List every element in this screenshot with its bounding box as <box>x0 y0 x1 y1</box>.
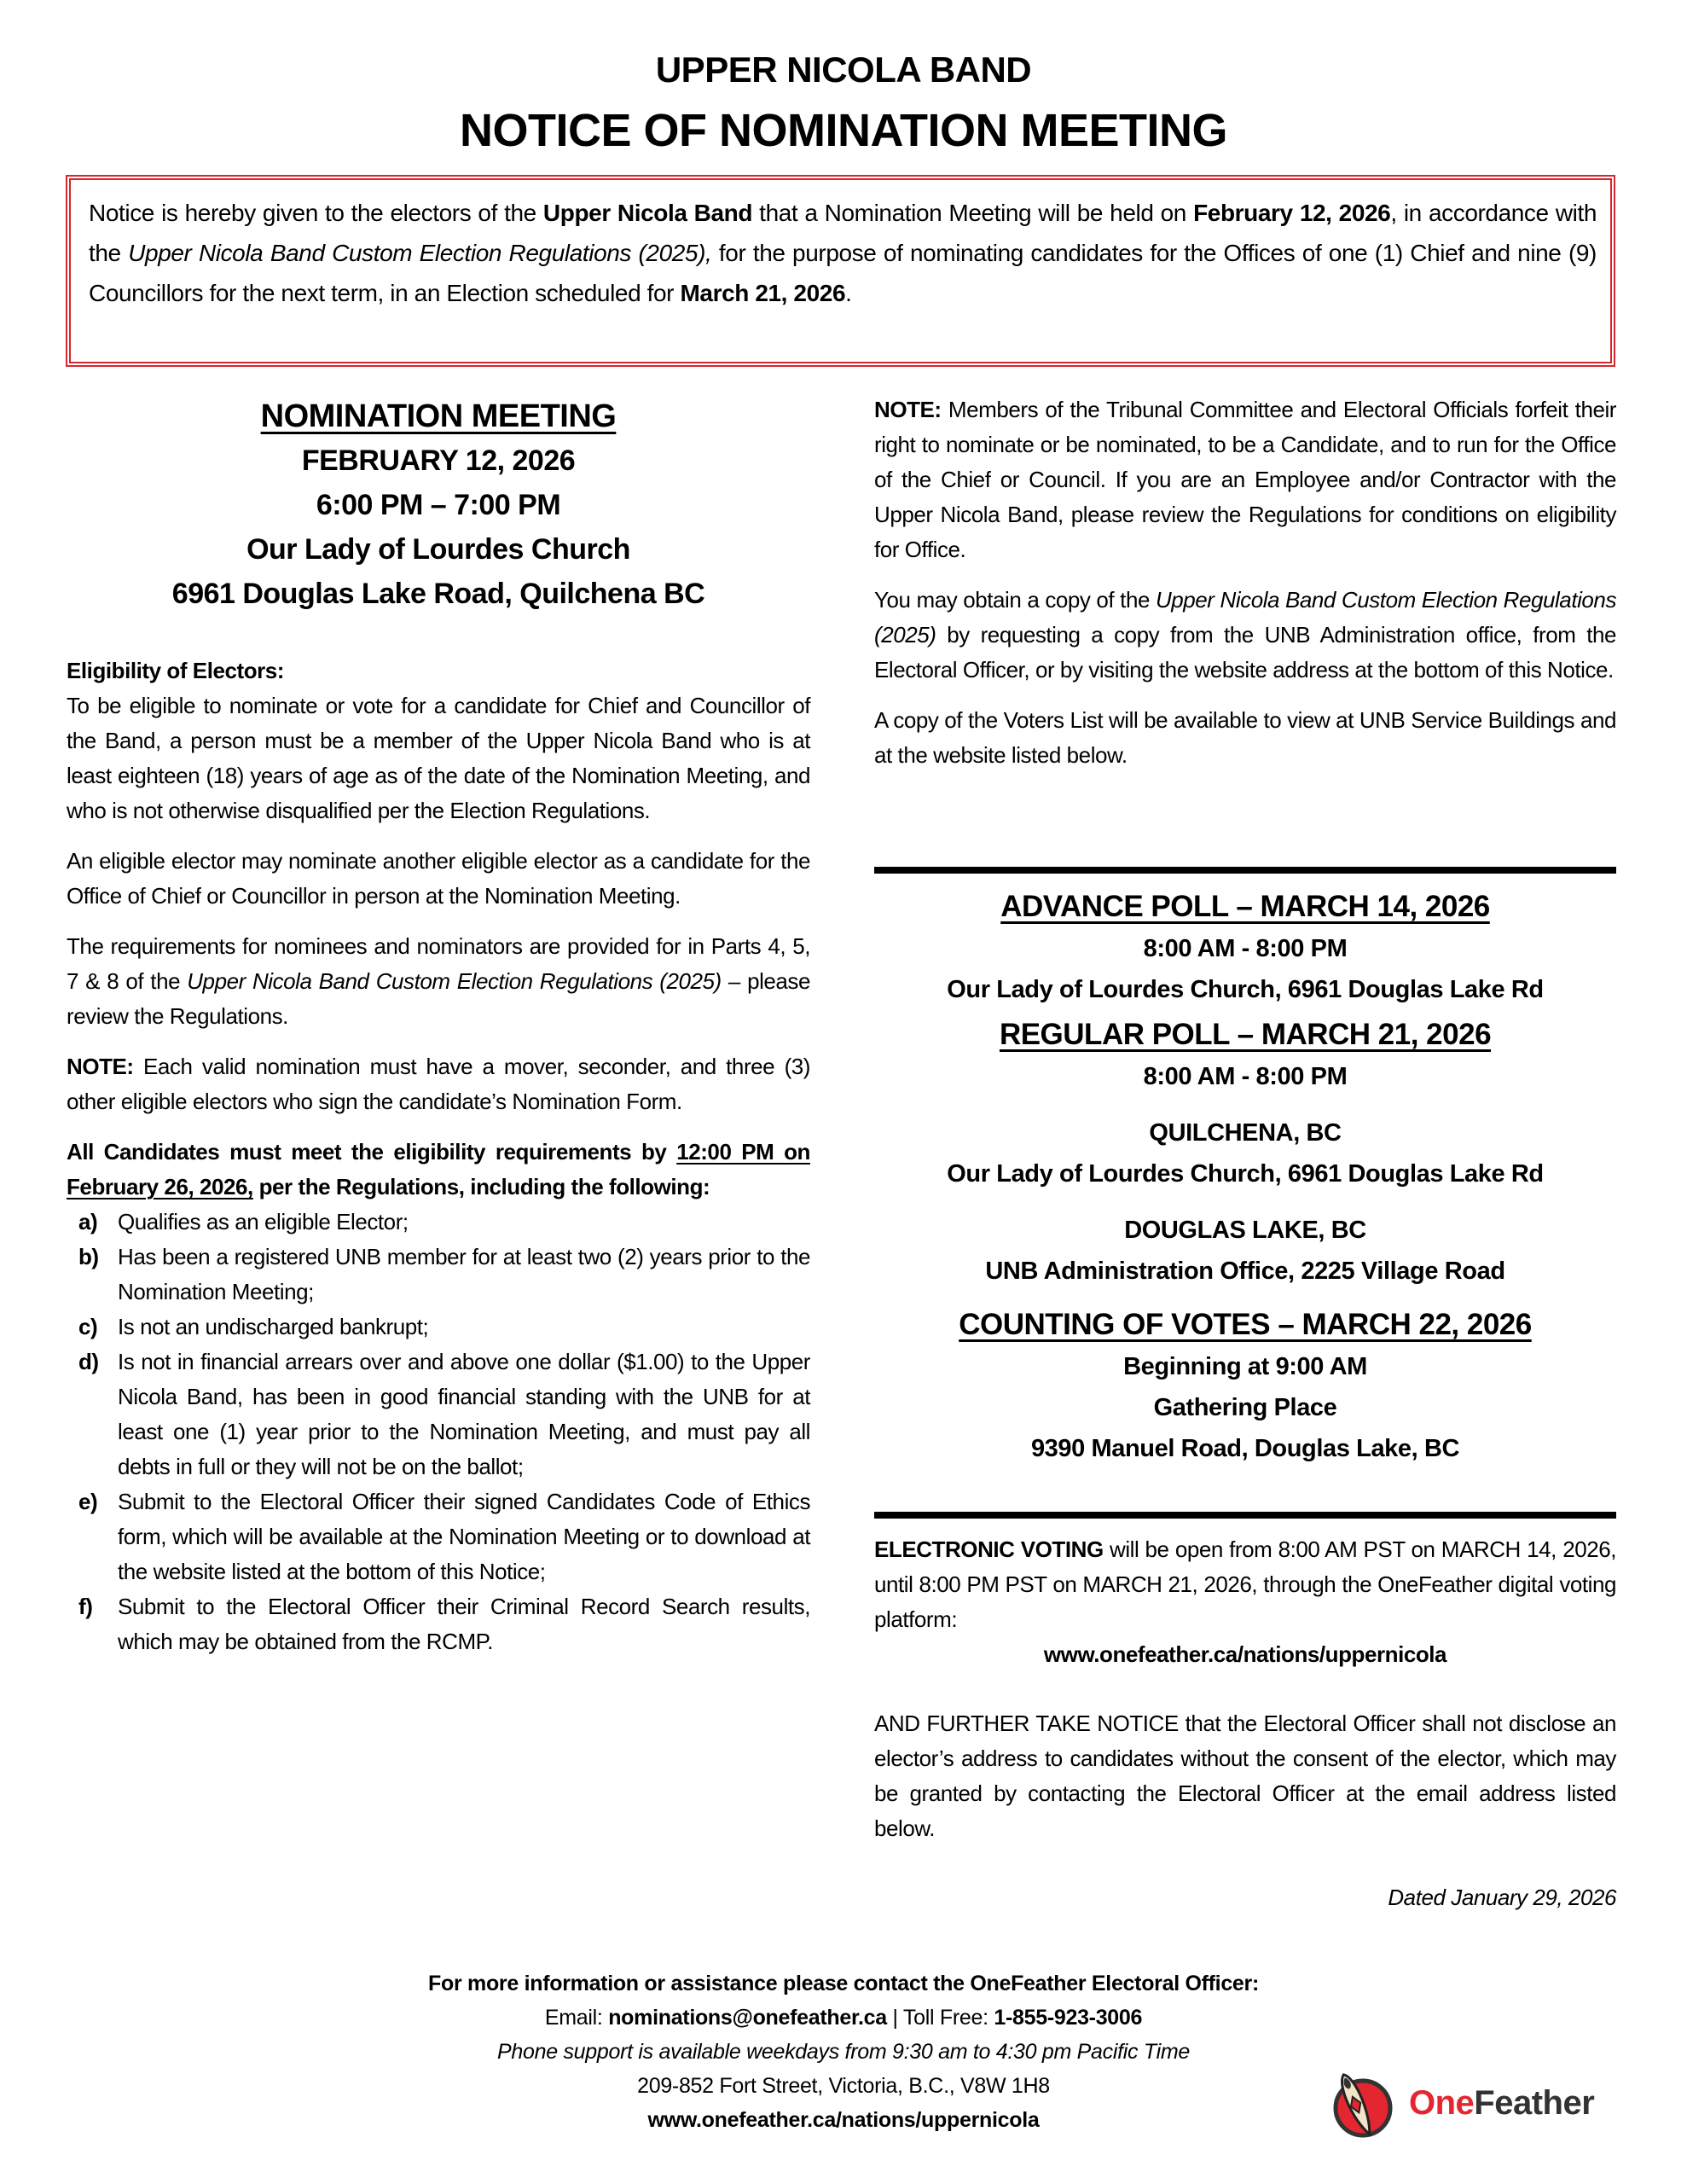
list-marker: b) <box>78 1244 99 1269</box>
contact-heading: For more information or assistance please contact the OneFeather Electoral Officer: <box>428 1972 1259 1995</box>
counting-place: Gathering Place <box>1153 1394 1337 1421</box>
list-item-text: Submit to the Electoral Officer their signed Candidates Code of Ethics form, which will be available at the Nomination Meeting or to download at the website listed at the bottom of this Notice; <box>118 1489 810 1584</box>
list-item <box>67 1589 810 1659</box>
logo-word-one: One <box>1409 2084 1475 2122</box>
notice-text: for the purpose of nominating candidates for the Offices of one (1) Chief and nine (9) Councillors for the next term, in an Election scheduled for <box>89 240 1597 306</box>
nomination-note <box>67 1049 810 1119</box>
further-notice-paragraph: AND FURTHER TAKE NOTICE that the Electoral Officer shall not disclose an elector’s address to candidates without the consent of the elector, which may be granted by contacting the Electoral Officer at the email address listed below. <box>874 1711 1616 1841</box>
note-text: Members of the Tribunal Committee and Electoral Officials forfeit their right to nominate or be nominated, to be a Candidate, and to run for the Office of the Chief or Council. If you are an Employee and/or Contractor with the Upper Nicola Band, please review the Regulations for conditions on eligibility for Office. <box>874 397 1616 562</box>
electronic-voting-paragraph <box>874 1532 1616 1637</box>
advance-poll-heading: ADVANCE POLL – MARCH 14, 2026 <box>1000 890 1490 923</box>
list-marker: a) <box>78 1209 98 1234</box>
eligibility-heading: Eligibility of Electors: <box>67 658 285 683</box>
advance-poll-time: 8:00 AM - 8:00 PM <box>1143 935 1348 962</box>
regulations-title: Upper Nicola Band Custom Election Regulations (2025) <box>187 968 722 994</box>
notice-paragraph <box>89 193 1597 313</box>
note-label: NOTE: <box>874 397 942 422</box>
douglas-lake-location-name: DOUGLAS LAKE, BC <box>1124 1217 1366 1244</box>
requirements-paragraph <box>67 929 810 1034</box>
regulations-title: Upper Nicola Band Custom Election Regulations (2025), <box>128 240 712 266</box>
note-text: Each valid nomination must have a mover, seconder, and three (3) other eligible electors who sign the candidate’s Nomination Form. <box>67 1054 810 1114</box>
list-item <box>67 1205 810 1240</box>
phone-support-hours: Phone support is available weekdays from 9:30 am to 4:30 pm Pacific Time <box>497 2040 1190 2064</box>
requirements-text: – please review the Regulations. <box>67 968 810 1029</box>
list-item <box>67 1310 810 1345</box>
regular-poll-heading: REGULAR POLL – MARCH 21, 2026 <box>999 1018 1492 1051</box>
phone-label: Toll Free: <box>902 2006 994 2030</box>
tribunal-note <box>874 392 1616 567</box>
quilchena-location-address: Our Lady of Lourdes Church, 6961 Douglas Lake Rd <box>947 1160 1544 1188</box>
right-notes <box>874 392 1616 773</box>
email-link[interactable]: nominations@onefeather.ca <box>608 2006 887 2030</box>
website-link[interactable]: www.onefeather.ca/nations/uppernicola <box>647 2108 1040 2132</box>
list-item-text: Qualifies as an eligible Elector; <box>118 1209 409 1234</box>
contact-line <box>0 2001 1687 2035</box>
list-marker: f) <box>78 1594 93 1619</box>
copy-text: by requesting a copy from the UNB Administration office, from the Electoral Officer, or by visiting the website address at the bottom of this Notice. <box>874 622 1616 682</box>
counting-time: Beginning at 9:00 AM <box>1123 1353 1367 1380</box>
counting-address: 9390 Manuel Road, Douglas Lake, BC <box>1030 1435 1460 1462</box>
dated-line: Dated January 29, 2026 <box>1388 1885 1616 1910</box>
notice-text: Notice is hereby given to the electors of the <box>89 200 543 226</box>
requirements-text: The requirements for nominees and nominators are provided for in Parts 4, 5, 7 & 8 of the <box>67 933 810 994</box>
electronic-voting-section <box>874 1532 1616 1915</box>
logo-wordmark <box>1409 2084 1594 2123</box>
meeting-heading: NOMINATION MEETING <box>260 398 617 434</box>
requirements-intro-text: per the Regulations, including the following: <box>252 1174 710 1199</box>
electronic-voting-label: ELECTRONIC VOTING <box>874 1536 1104 1562</box>
advance-poll-location: Our Lady of Lourdes Church, 6961 Douglas Lake Rd <box>947 976 1544 1003</box>
requirements-list <box>67 1205 810 1659</box>
regular-poll-time: 8:00 AM - 8:00 PM <box>1143 1063 1348 1090</box>
election-date: March 21, 2026 <box>680 280 846 306</box>
requirements-intro-text: All Candidates must meet the eligibility requirements by <box>67 1139 677 1165</box>
band-name: Upper Nicola Band <box>542 200 753 226</box>
list-item <box>67 1484 810 1589</box>
mailing-address: 209-852 Fort Street, Victoria, B.C., V8W 1H8 <box>637 2074 1050 2098</box>
douglas-lake-location-address: UNB Administration Office, 2225 Village Road <box>985 1258 1505 1285</box>
notice-text: that a Nomination Meeting will be held on <box>752 200 1194 226</box>
section-divider <box>874 867 1616 874</box>
meeting-time: 6:00 PM – 7:00 PM <box>316 489 561 521</box>
list-item-text: Is not in financial arrears over and above one dollar ($1.00) to the Upper Nicola Band, has been in good financial standing with the UNB for at least one (1) year prior to the Nomination Meeting, and must pay all debts in full or they will not be on the ballot; <box>118 1349 810 1479</box>
list-item-text: Has been a registered UNB member for at least two (2) years prior to the Nomination Meeting; <box>118 1244 810 1304</box>
list-item <box>67 1240 810 1310</box>
deadline: 12:00 PM on February 26, 2026, <box>67 1139 810 1199</box>
regulations-title: Upper Nicola Band Custom Election Regulations (2025) <box>874 587 1616 648</box>
list-item-text: Is not an undischarged bankrupt; <box>118 1314 429 1339</box>
meeting-venue: Our Lady of Lourdes Church <box>246 533 630 566</box>
nomination-date: February 12, 2026 <box>1193 200 1391 226</box>
feather-icon <box>1330 2067 1399 2144</box>
logo-word-feather: Feather <box>1474 2084 1595 2122</box>
polls-section <box>874 886 1616 1469</box>
separator: | <box>886 2006 903 2030</box>
regulations-copy-paragraph <box>874 583 1616 688</box>
voting-platform-link[interactable]: www.onefeather.ca/nations/uppernicola <box>1043 1641 1447 1667</box>
eligibility-section <box>67 653 810 1659</box>
page-title: NOTICE OF NOMINATION MEETING <box>460 105 1227 156</box>
list-marker: c) <box>78 1314 98 1339</box>
notice-text: . <box>845 280 852 306</box>
meeting-block <box>67 394 810 616</box>
electronic-voting-text: will be open from 8:00 AM PST on MARCH 14, 2026, until 8:00 PM PST on MARCH 21, 2026, through the OneFeather digital voting platform: <box>874 1536 1617 1632</box>
email-label: Email: <box>544 2006 609 2030</box>
phone-number[interactable]: 1-855-923-3006 <box>994 2006 1143 2030</box>
counting-heading: COUNTING OF VOTES – MARCH 22, 2026 <box>959 1308 1532 1341</box>
list-marker: d) <box>78 1349 99 1374</box>
onefeather-logo <box>1330 2067 1595 2144</box>
quilchena-location-name: QUILCHENA, BC <box>1149 1119 1342 1147</box>
candidate-requirements-intro <box>67 1135 810 1205</box>
meeting-date: FEBRUARY 12, 2026 <box>301 444 576 477</box>
list-item-text: Submit to the Electoral Officer their Criminal Record Search results, which may be obtained from the RCMP. <box>118 1594 810 1654</box>
nomination-paragraph: An eligible elector may nominate another eligible elector as a candidate for the Office of Chief or Councillor in person at the Nomination Meeting. <box>67 848 810 909</box>
eligibility-paragraph: To be eligible to nominate or vote for a candidate for Chief and Councillor of the Band, a person must be a member of the Upper Nicola Band who is at least eighteen (18) years of age as of the date of the Nomination Meeting, and who is not otherwise disqualified per the Election Regulations. <box>67 693 810 823</box>
note-label: NOTE: <box>67 1054 134 1079</box>
meeting-address: 6961 Douglas Lake Road, Quilchena BC <box>171 578 705 610</box>
notice-text: , in accordance with the <box>89 200 1597 266</box>
header-line-1: UPPER NICOLA BAND <box>655 49 1032 90</box>
list-marker: e) <box>78 1489 98 1514</box>
list-item <box>67 1345 810 1484</box>
copy-text: You may obtain a copy of the <box>874 587 1156 613</box>
section-divider <box>874 1512 1616 1519</box>
voters-list-paragraph: A copy of the Voters List will be available to view at UNB Service Buildings and at the website listed below. <box>874 707 1616 768</box>
